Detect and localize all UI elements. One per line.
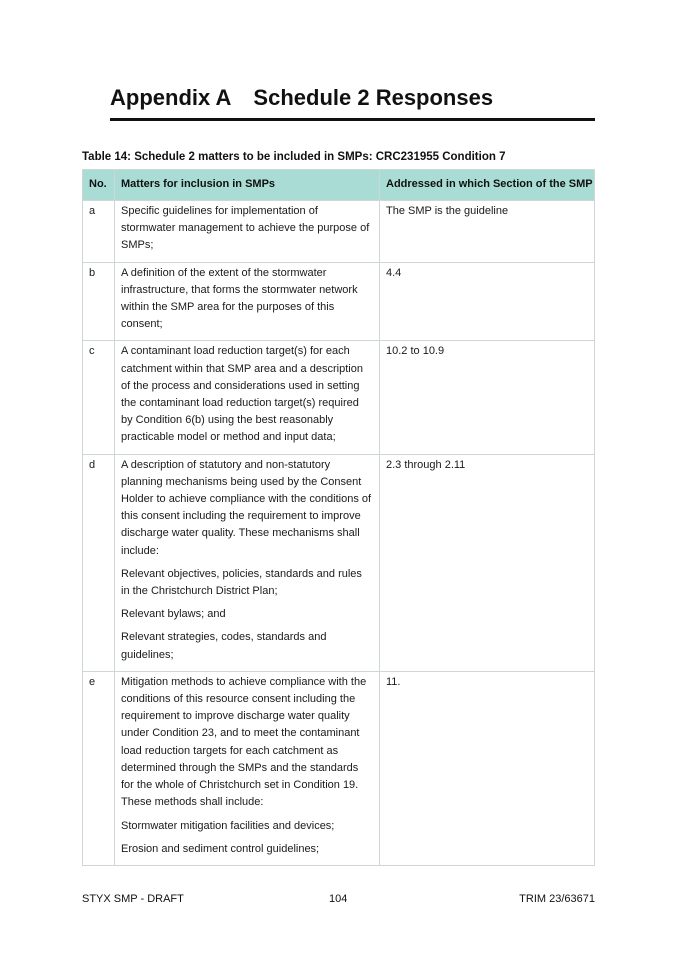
- table-header-row: [83, 170, 595, 201]
- table-row: [83, 201, 595, 263]
- row-number: c: [83, 341, 115, 454]
- matter-text: A description of statutory and non-statutory planning mechanisms being used by the Consent Holder to achieve compliance with the conditions of this consent including the requirement to improve discharge water quality. These mechanisms shall include:: [121, 458, 372, 557]
- footer-document-name: STYX SMP - DRAFT: [82, 893, 184, 905]
- sub-item: Relevant objectives, policies, standards and rules in the Christchurch District Plan;: [121, 567, 362, 598]
- sub-item: Relevant bylaws; and: [121, 608, 226, 621]
- row-number: d: [83, 454, 115, 671]
- matter-text: Specific guidelines for implementation of stormwater management to achieve the purpose of SMPs;: [121, 205, 370, 252]
- matter-cell: [115, 671, 380, 865]
- matter-text: A contaminant load reduction target(s) for each catchment within that SMP area and a description of the process and considerations used in setting the contaminant load reduction target(s) required by Condition 6(b) using the best reasonably practicable model or method and input data;: [121, 345, 363, 444]
- row-number: b: [83, 262, 115, 341]
- table-row: [83, 262, 595, 341]
- header-section: Addressed in which Section of the SMP: [380, 170, 595, 201]
- matter-text: Mitigation methods to achieve compliance with the conditions of this resource consent including the requirement to improve discharge water quality under Condition 23, and to meet the contaminant load reduction targets for each catchment as determined through the SMPs and the standards for the whole of Christchurch set in Condition 19. These methods shall include:: [121, 675, 367, 809]
- table-row: [83, 671, 595, 865]
- section-cell: 10.2 to 10.9: [380, 341, 595, 454]
- sub-item: Relevant strategies, codes, standards and guidelines;: [121, 631, 327, 661]
- page-heading: [110, 84, 595, 121]
- sub-item: Erosion and sediment control guidelines;: [121, 842, 320, 855]
- section-cell: 4.4: [380, 262, 595, 341]
- row-number: e: [83, 671, 115, 865]
- table-row: [83, 454, 595, 671]
- matter-text: A definition of the extent of the stormwater infrastructure, that forms the stormwater network within the SMP area for the purposes of this consent;: [121, 266, 358, 331]
- sub-item: Stormwater mitigation facilities and devices;: [121, 819, 335, 832]
- footer-reference: TRIM 23/63671: [519, 893, 595, 905]
- section-cell: 11.: [380, 671, 595, 865]
- section-cell: The SMP is the guideline: [380, 201, 595, 263]
- matter-cell: [115, 454, 380, 671]
- matter-cell: [115, 201, 380, 263]
- appendix-title: Schedule 2 Responses: [253, 85, 494, 110]
- matter-cell: [115, 262, 380, 341]
- table-caption: Table 14: Schedule 2 matters to be included in SMPs: CRC231955 Condition 7: [82, 151, 506, 163]
- matter-cell: [115, 341, 380, 454]
- table-row: [83, 341, 595, 454]
- header-no: No.: [83, 170, 115, 201]
- header-matters: Matters for inclusion in SMPs: [115, 170, 380, 201]
- appendix-number: Appendix A: [110, 85, 232, 110]
- section-cell: 2.3 through 2.11: [380, 454, 595, 671]
- schedule-table: [82, 169, 595, 866]
- footer-page-number: 104: [329, 893, 348, 905]
- row-number: a: [83, 201, 115, 263]
